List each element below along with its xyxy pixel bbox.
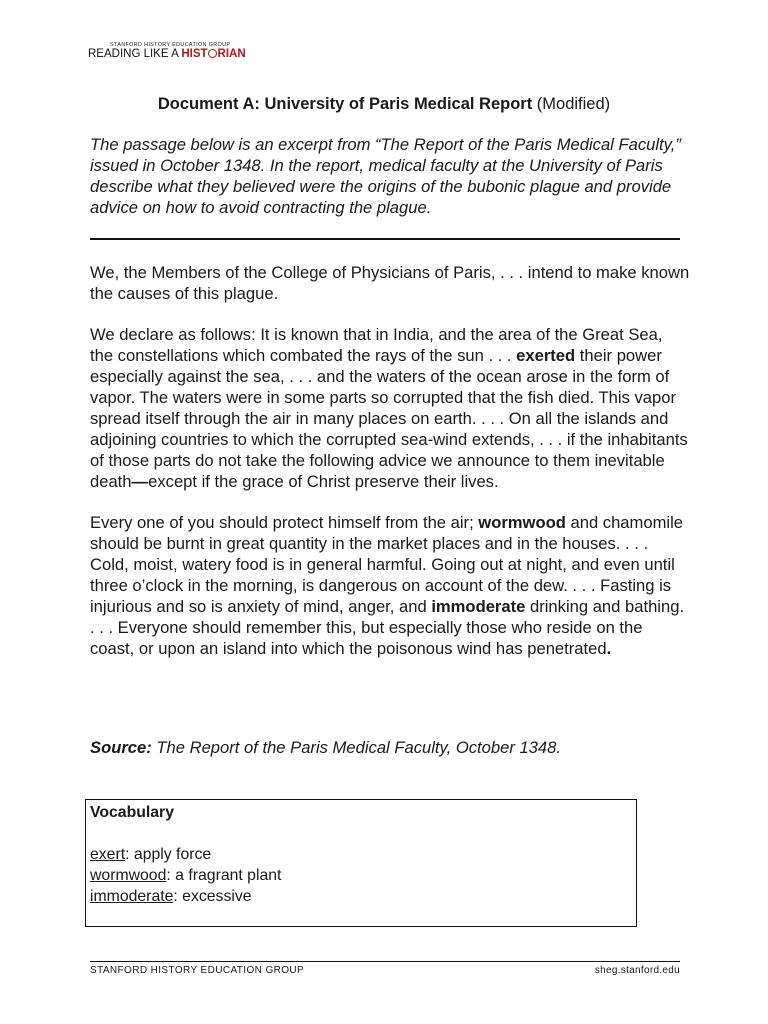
vocab-term: wormwood bbox=[90, 867, 167, 884]
logo-main-text bbox=[88, 48, 246, 61]
vocab-term: exert bbox=[90, 846, 126, 863]
period: . bbox=[606, 639, 612, 658]
body-text: Every one of you should protect himself from the air; bbox=[90, 513, 479, 532]
vocabulary-title: Vocabulary bbox=[90, 804, 174, 821]
logo-prefix: READING LIKE A bbox=[88, 48, 182, 60]
intro-paragraph: The passage below is an excerpt from “The Report of the Paris Medical Faculty,” issued in October 1348. In the report, medical faculty at the University of Paris describe what they believed were the origins of the bubonic plague and provide advice on how to avoid contracting the plague. bbox=[90, 135, 681, 217]
body-text: We declare as follows: It is known that in India, and the area of the Great Sea, the constellations which combated the rays of the sun . . . bbox=[90, 325, 663, 365]
document-title-bold: Document A: University of Paris Medical Report bbox=[157, 95, 533, 113]
logo-top-text: STANFORD HISTORY EDUCATION GROUP bbox=[110, 42, 231, 48]
footer-url: sheg.stanford.edu bbox=[594, 965, 680, 976]
body-paragraph-2 bbox=[90, 324, 690, 492]
vocab-item bbox=[90, 865, 632, 886]
magnifier-icon bbox=[208, 49, 217, 58]
body-paragraph-3 bbox=[90, 512, 690, 659]
vocab-term: immoderate bbox=[90, 888, 174, 905]
vocab-word-exerted: exerted bbox=[516, 346, 576, 365]
vocab-word-wormwood: wormwood bbox=[478, 513, 566, 532]
source-citation bbox=[90, 737, 690, 758]
logo-hist: HIST bbox=[181, 48, 208, 60]
source-text: The Report of the Paris Medical Faculty, October 1348. bbox=[151, 738, 561, 757]
body-text: their power especially against the sea, . . . and the waters of the ocean arose in the form of vapor. The waters were in some parts so corrupted that the fish died. This vapor spread itself through the air in many places on earth. . . . On all the islands and adjoining countries to which the corrupted sea-wind extends, . . . if the inhabitants of those parts do not take the following advice we announce to them inevitable death bbox=[90, 346, 688, 491]
vocab-definition: : excessive bbox=[173, 888, 252, 905]
vocab-definition: : apply force bbox=[125, 846, 212, 863]
document-title-suffix: (Modified) bbox=[532, 95, 611, 113]
logo-rian: RIAN bbox=[217, 48, 246, 60]
vocab-item bbox=[90, 844, 632, 865]
body-paragraph-1: We, the Members of the College of Physicians of Paris, . . . intend to make known the causes of this plague. bbox=[90, 263, 690, 303]
footer-organization: STANFORD HISTORY EDUCATION GROUP bbox=[90, 965, 305, 976]
vocabulary-box bbox=[85, 799, 637, 927]
vocab-definition: : a fragrant plant bbox=[166, 867, 282, 884]
body-text: drinking and bathing. . . . Everyone should remember this, but especially those who reside on the coast, or upon an island into which the poisonous wind has penetrated bbox=[90, 597, 685, 658]
document-title bbox=[0, 94, 768, 114]
body-text: and chamomile should be burnt in great quantity in the market places and in the houses. . . . Cold, moist, watery food is in general harmful. Going out at night, and even until three o’clock in the morning, is dangerous on account of the dew. . . . Fasting is injurious and so is anxiety of mind, anger, and bbox=[90, 513, 684, 616]
section-divider bbox=[90, 238, 680, 240]
body-text: except if the grace of Christ preserve their lives. bbox=[148, 472, 499, 491]
footer-divider bbox=[90, 961, 680, 962]
vocab-item bbox=[90, 886, 632, 907]
vocab-word-immoderate: immoderate bbox=[431, 597, 526, 616]
em-dash: — bbox=[131, 472, 149, 491]
reading-like-a-historian-logo bbox=[88, 42, 246, 61]
source-label: Source: bbox=[90, 738, 152, 757]
document-body bbox=[90, 262, 690, 659]
